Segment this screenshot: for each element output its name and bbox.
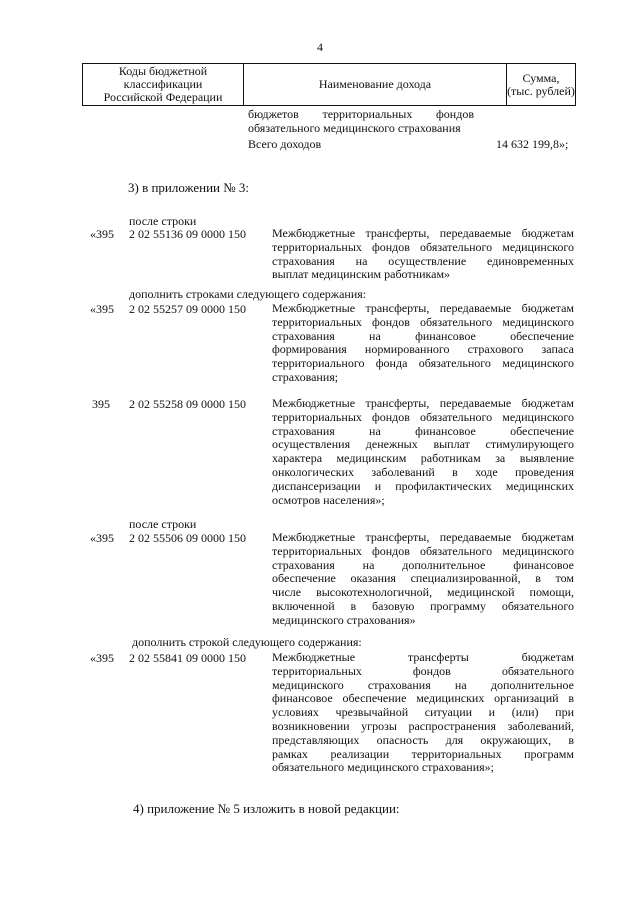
row-mark: 395 <box>92 397 110 411</box>
text-line: включенной в базовую программу обязательного <box>272 598 574 613</box>
text-line: территориальных фондов обязательного медицинского <box>272 543 574 558</box>
add-rows-label: дополнить строками следующего содержания: <box>129 287 367 301</box>
after-row-label: после строки <box>129 214 197 228</box>
header-sum-line: Сумма, <box>522 70 560 85</box>
text-line: страхования на дополнительное финансовое <box>272 557 574 572</box>
text-line: Межбюджетные трансферты, передаваемые бюджетам <box>272 530 574 544</box>
budget-code: 2 02 55841 09 0000 150 <box>129 651 246 665</box>
row-mark: «395 <box>90 531 114 545</box>
after-row-label: после строки <box>129 517 197 531</box>
text-line: страхования на финансовое обеспечение <box>272 423 574 438</box>
row-description <box>272 227 574 282</box>
text-line: медицинского страхования» <box>272 612 416 627</box>
text-line: формирования нормированного страхового запаса <box>272 342 574 357</box>
text-line: страхования на финансовое обеспечение <box>272 328 574 343</box>
text-line: Межбюджетные трансферты бюджетам <box>272 650 574 664</box>
text-line: территориального фонда обязательного медицинского <box>272 356 574 371</box>
text-line: страхования на осуществление единовременных <box>272 253 574 268</box>
text-line: представляющих опасность для окружающих, в <box>272 732 574 747</box>
budget-code: 2 02 55506 09 0000 150 <box>129 531 246 545</box>
header-codes-line: классификации <box>123 77 203 91</box>
text-line: обязательного медицинского страхования»; <box>272 760 494 775</box>
text-line: бюджетов территориальных фондов <box>248 107 474 121</box>
row-mark: «395 <box>90 651 114 665</box>
header-name-cell: Наименование дохода <box>244 64 507 105</box>
continuation-text <box>248 108 474 136</box>
text-line: Межбюджетные трансферты, передаваемые бюджетам <box>272 301 574 315</box>
text-line: обеспечение оказания специализированной, в том <box>272 571 574 586</box>
total-label: Всего доходов <box>248 137 322 151</box>
table-header <box>82 63 576 106</box>
text-line: характера медицинским работникам за выявление <box>272 451 574 466</box>
budget-code: 2 02 55257 09 0000 150 <box>129 302 246 316</box>
row-description <box>272 302 574 385</box>
text-line: условиях чрезвычайной ситуации и (или) при <box>272 705 574 720</box>
add-row-label: дополнить строкой следующего содержания: <box>132 635 362 649</box>
section-3-heading: 3) в приложении № 3: <box>128 180 250 195</box>
header-codes-line: Коды бюджетной <box>118 64 208 78</box>
header-codes-cell <box>83 64 244 105</box>
row-mark: «395 <box>90 302 114 316</box>
text-line: Межбюджетные трансферты, передаваемые бюджетам <box>272 396 574 410</box>
text-line: территориальных фондов обязательного медицинского <box>272 239 574 254</box>
text-line: страхования; <box>272 369 339 384</box>
budget-code: 2 02 55136 09 0000 150 <box>129 227 246 241</box>
row-mark: «395 <box>90 227 114 241</box>
text-line: медицинского страхования на дополнительное <box>272 677 574 692</box>
text-line: осуществления денежных выплат стимулирующего <box>272 437 574 452</box>
text-line: обязательного медицинского страхования <box>248 120 461 135</box>
header-codes-line: Российской Федерации <box>103 90 223 104</box>
text-line: числе высокотехнологичной, медицинской помощи, <box>272 585 574 600</box>
text-line: территориальных фондов обязательного медицинского <box>272 409 574 424</box>
section-4-heading: 4) приложение № 5 изложить в новой редакции: <box>133 801 400 816</box>
row-description <box>272 531 574 628</box>
text-line: территориальных фондов обязательного медицинского <box>272 314 574 329</box>
text-line: Межбюджетные трансферты, передаваемые бюджетам <box>272 226 574 240</box>
header-sum-cell <box>507 64 575 105</box>
header-sum-line: (тыс. рублей) <box>507 83 575 98</box>
text-line: диспансеризации и профилактических медицинских <box>272 478 574 493</box>
text-line: осмотров населения»; <box>272 492 385 507</box>
text-line: территориальных фондов обязательного <box>272 663 574 678</box>
total-value: 14 632 199,8»; <box>496 137 569 151</box>
text-line: возникновении угрозы распространения заболеваний, <box>272 718 574 733</box>
budget-code: 2 02 55258 09 0000 150 <box>129 397 246 411</box>
text-line: финансовое обеспечение медицинских организаций в <box>272 691 574 706</box>
text-line: рамках реализации территориальных программ <box>272 746 574 761</box>
row-description <box>272 397 574 507</box>
page-number: 4 <box>317 40 323 54</box>
text-line: онкологических заболеваний в ходе проведения <box>272 464 574 479</box>
text-line: выплат медицинским работникам» <box>272 267 451 282</box>
row-description <box>272 651 574 775</box>
